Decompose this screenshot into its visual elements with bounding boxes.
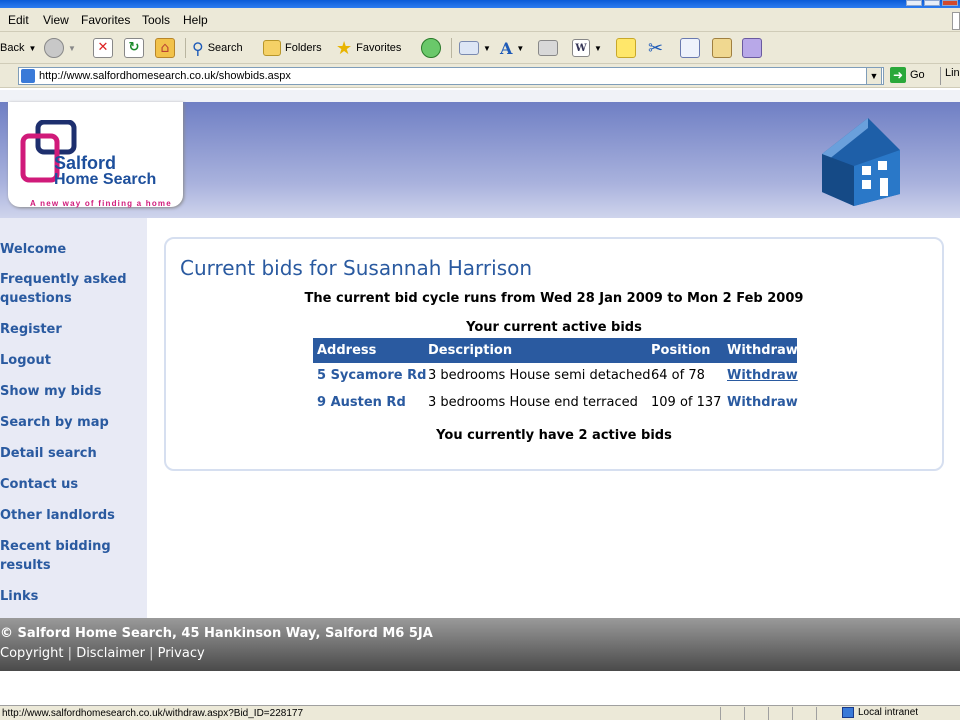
- position-cell: 64 of 78: [651, 368, 705, 383]
- page-icon: [21, 69, 35, 83]
- menu-edit[interactable]: Edit: [8, 13, 29, 27]
- table-row: [313, 363, 797, 390]
- home-button[interactable]: [155, 37, 175, 59]
- folder-icon: [263, 40, 281, 56]
- paste-button[interactable]: [712, 37, 732, 59]
- home-icon: ⌂: [155, 38, 175, 58]
- status-cell: [720, 707, 744, 720]
- font-icon: A: [500, 38, 513, 58]
- menu-view[interactable]: View: [43, 13, 69, 27]
- footer-divider: |: [149, 646, 158, 661]
- refresh-button[interactable]: [124, 37, 144, 59]
- bids-table: [313, 338, 797, 417]
- page-title: Current bids for Susannah Harrison: [180, 256, 533, 280]
- site-logo[interactable]: [8, 102, 183, 207]
- folders-button[interactable]: [263, 37, 322, 59]
- links-label: Lin: [945, 67, 960, 79]
- logo-line1: Salford: [54, 153, 117, 173]
- footer-links: [0, 646, 205, 661]
- house-icon: [818, 114, 904, 210]
- header-position: Position: [651, 343, 711, 358]
- header-address: Address: [317, 343, 377, 358]
- refresh-icon: ↻: [124, 38, 144, 58]
- forward-icon: [44, 38, 64, 58]
- footer-address: © Salford Home Search, 45 Hankinson Way, Salford M6 5JA: [0, 626, 433, 641]
- menu-tools[interactable]: Tools: [142, 13, 171, 27]
- go-label: Go: [910, 69, 925, 81]
- history-icon: [421, 38, 441, 58]
- intranet-icon: [842, 707, 854, 718]
- edit-dropdown-icon[interactable]: ▼: [594, 43, 602, 53]
- position-cell: 109 of 137: [651, 395, 722, 410]
- toolbar-separator: [451, 38, 452, 58]
- nav-register[interactable]: Register: [0, 322, 62, 337]
- menu-favorites[interactable]: Favorites: [81, 13, 131, 27]
- security-zone: [842, 707, 918, 718]
- printer-icon: [538, 40, 558, 56]
- web-page: [0, 90, 960, 705]
- back-label: Back: [0, 42, 25, 54]
- go-button[interactable]: [890, 67, 925, 83]
- description-cell: 3 bedrooms House semi detached: [428, 368, 651, 383]
- address-dropdown-icon[interactable]: ▼: [866, 67, 882, 85]
- footer-disclaimer-link[interactable]: Disclaimer: [76, 646, 145, 661]
- nav-other-landlords[interactable]: Other landlords: [0, 508, 115, 523]
- nav-show-my-bids[interactable]: Show my bids: [0, 384, 102, 399]
- logo-tagline: A new way of finding a home: [30, 199, 172, 208]
- menu-bar: [0, 8, 960, 32]
- toolbar-separator: [185, 38, 186, 58]
- address-link[interactable]: 9 Austen Rd: [317, 395, 406, 410]
- nav-welcome[interactable]: Welcome: [0, 242, 67, 257]
- nav-faq[interactable]: Frequently asked questions: [0, 272, 127, 306]
- search-icon: ⚲: [192, 38, 204, 58]
- folders-label: Folders: [285, 42, 322, 54]
- mail-dropdown-icon[interactable]: ▼: [483, 43, 491, 53]
- paste-icon: [712, 38, 732, 58]
- nav-links[interactable]: Links: [0, 589, 39, 604]
- back-button[interactable]: [0, 37, 36, 59]
- address-url: http://www.salfordhomesearch.co.uk/showbids.aspx: [39, 70, 291, 82]
- header-description: Description: [428, 343, 513, 358]
- status-bar: [0, 705, 960, 720]
- word-icon: W: [572, 39, 590, 57]
- star-icon: ★: [336, 37, 353, 59]
- mail-icon: [459, 41, 479, 55]
- sidebar-nav: [0, 218, 147, 618]
- nav-contact-us[interactable]: Contact us: [0, 477, 79, 492]
- address-bar: [0, 64, 960, 88]
- bids-panel: [164, 237, 944, 471]
- logo-line2: Home Search: [54, 171, 157, 188]
- withdraw-link[interactable]: Withdraw: [727, 368, 798, 383]
- status-cell: [816, 707, 840, 720]
- description-cell: 3 bedrooms House end terraced: [428, 395, 638, 410]
- footer-privacy-link[interactable]: Privacy: [157, 646, 205, 661]
- site-footer: [0, 618, 960, 671]
- books-icon: [742, 38, 762, 58]
- toolbar: [0, 32, 960, 64]
- scissors-icon: ✂: [648, 37, 664, 59]
- forward-dropdown-icon[interactable]: ▼: [68, 43, 76, 53]
- status-cell: [792, 707, 816, 720]
- copy-icon: [680, 38, 700, 58]
- search-label: Search: [207, 42, 243, 54]
- print-button[interactable]: [538, 37, 558, 59]
- close-button[interactable]: [942, 0, 958, 6]
- copy-button[interactable]: [680, 37, 700, 59]
- menu-help[interactable]: Help: [183, 13, 208, 27]
- active-bids-count: You currently have 2 active bids: [436, 428, 672, 443]
- table-header: [313, 338, 797, 363]
- site-banner: [0, 90, 960, 218]
- forward-button[interactable]: [44, 37, 76, 59]
- note-icon: [616, 38, 636, 58]
- status-url: http://www.salfordhomesearch.co.uk/withdraw.aspx?Bid_ID=228177: [2, 708, 304, 719]
- withdraw-link[interactable]: Withdraw: [727, 395, 798, 410]
- minimize-button[interactable]: [906, 0, 922, 6]
- cut-button[interactable]: [648, 37, 663, 59]
- discuss-button[interactable]: [616, 37, 636, 59]
- mail-button[interactable]: [459, 37, 491, 59]
- stop-button[interactable]: [93, 37, 113, 59]
- maximize-button[interactable]: [924, 0, 940, 6]
- font-dropdown-icon[interactable]: ▼: [516, 43, 525, 53]
- favorites-label: Favorites: [356, 42, 402, 54]
- status-cell: [768, 707, 792, 720]
- research-button[interactable]: [742, 37, 762, 59]
- nav-recent-bidding-results[interactable]: Recent bidding results: [0, 539, 111, 573]
- stop-icon: ✕: [93, 38, 113, 58]
- links-button[interactable]: [940, 67, 960, 85]
- throbber-area: [952, 12, 960, 30]
- nav-detail-search[interactable]: Detail search: [0, 446, 97, 461]
- back-dropdown-icon[interactable]: ▼: [28, 43, 37, 53]
- address-input[interactable]: [18, 67, 884, 85]
- history-button[interactable]: [421, 37, 441, 59]
- nav-logout[interactable]: Logout: [0, 353, 51, 368]
- address-link[interactable]: 5 Sycamore Rd: [317, 368, 427, 383]
- footer-divider: |: [67, 646, 77, 661]
- status-cell: [744, 707, 768, 720]
- table-row: [313, 390, 797, 417]
- favorites-button[interactable]: [336, 37, 401, 59]
- search-button[interactable]: [192, 37, 243, 59]
- edit-button[interactable]: [572, 37, 602, 59]
- active-bids-title: Your current active bids: [466, 320, 642, 335]
- bid-cycle-text: The current bid cycle runs from Wed 28 Jan 2009 to Mon 2 Feb 2009: [304, 291, 804, 306]
- font-size-button[interactable]: [500, 37, 524, 59]
- nav-search-by-map[interactable]: Search by map: [0, 415, 109, 430]
- footer-copyright-link[interactable]: Copyright: [0, 646, 64, 661]
- header-withdraw: Withdraw: [727, 343, 798, 358]
- title-bar: [0, 0, 960, 8]
- zone-label: Local intranet: [858, 707, 919, 718]
- go-arrow-icon: ➜: [890, 67, 906, 83]
